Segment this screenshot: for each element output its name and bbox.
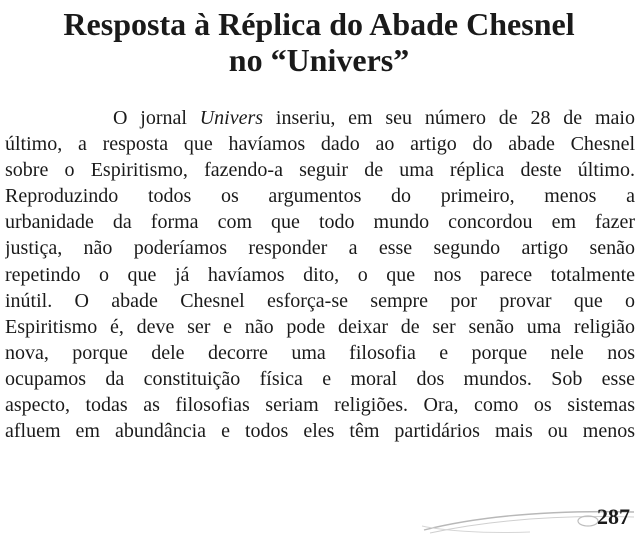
paragraph-line-7: repetindo o que já havíamos dito, o que nos parece totalmente	[5, 263, 635, 286]
paragraph-line-4: Reproduzindo todos os argumentos do primeiro, menos a	[5, 185, 635, 208]
body-paragraph	[5, 105, 635, 444]
paragraph-line-11: ocupamos da constituição física e moral dos mundos. Sob esse	[5, 367, 635, 390]
paragraph-line-10: nova, porque dele decorre uma filosofia e porque nele nos	[5, 341, 635, 364]
chapter-title-line-1: Resposta à Réplica do Abade Chesnel	[63, 6, 575, 42]
paragraph-line-13: afluem em abundância e todos eles têm partidários mais ou menos	[5, 420, 635, 443]
paragraph-line-1-start: O jornal	[113, 107, 200, 129]
paragraph-line-8: inútil. O abade Chesnel esforça-se sempre por provar que o	[5, 289, 635, 312]
paragraph-line-6: justiça, não poderíamos responder a esse segundo artigo senão	[5, 237, 635, 260]
chapter-title-line-2: no “Univers”	[228, 42, 410, 78]
chapter-title	[0, 6, 638, 78]
paragraph-line-2: último, a resposta que havíamos dado ao artigo do abade Chesnel	[5, 133, 635, 156]
paragraph-line-9: Espiritismo é, deve ser e não pode deixar de ser senão uma religião	[5, 315, 635, 338]
page-number: 287	[597, 504, 630, 529]
paragraph-line-12: aspecto, todas as filosofias seriam religiões. Ora, como os sistemas	[5, 394, 635, 417]
paragraph-line-5: urbanidade da forma com que todo mundo concordou em fazer	[5, 211, 635, 234]
paragraph-line-1-end: inseriu, em seu número de 28 de maio	[263, 107, 635, 129]
paragraph-line-1	[5, 105, 635, 131]
newspaper-name: Univers	[199, 107, 264, 129]
paragraph-line-3: sobre o Espiritismo, fazendo-a seguir de uma réplica deste último.	[5, 159, 635, 182]
